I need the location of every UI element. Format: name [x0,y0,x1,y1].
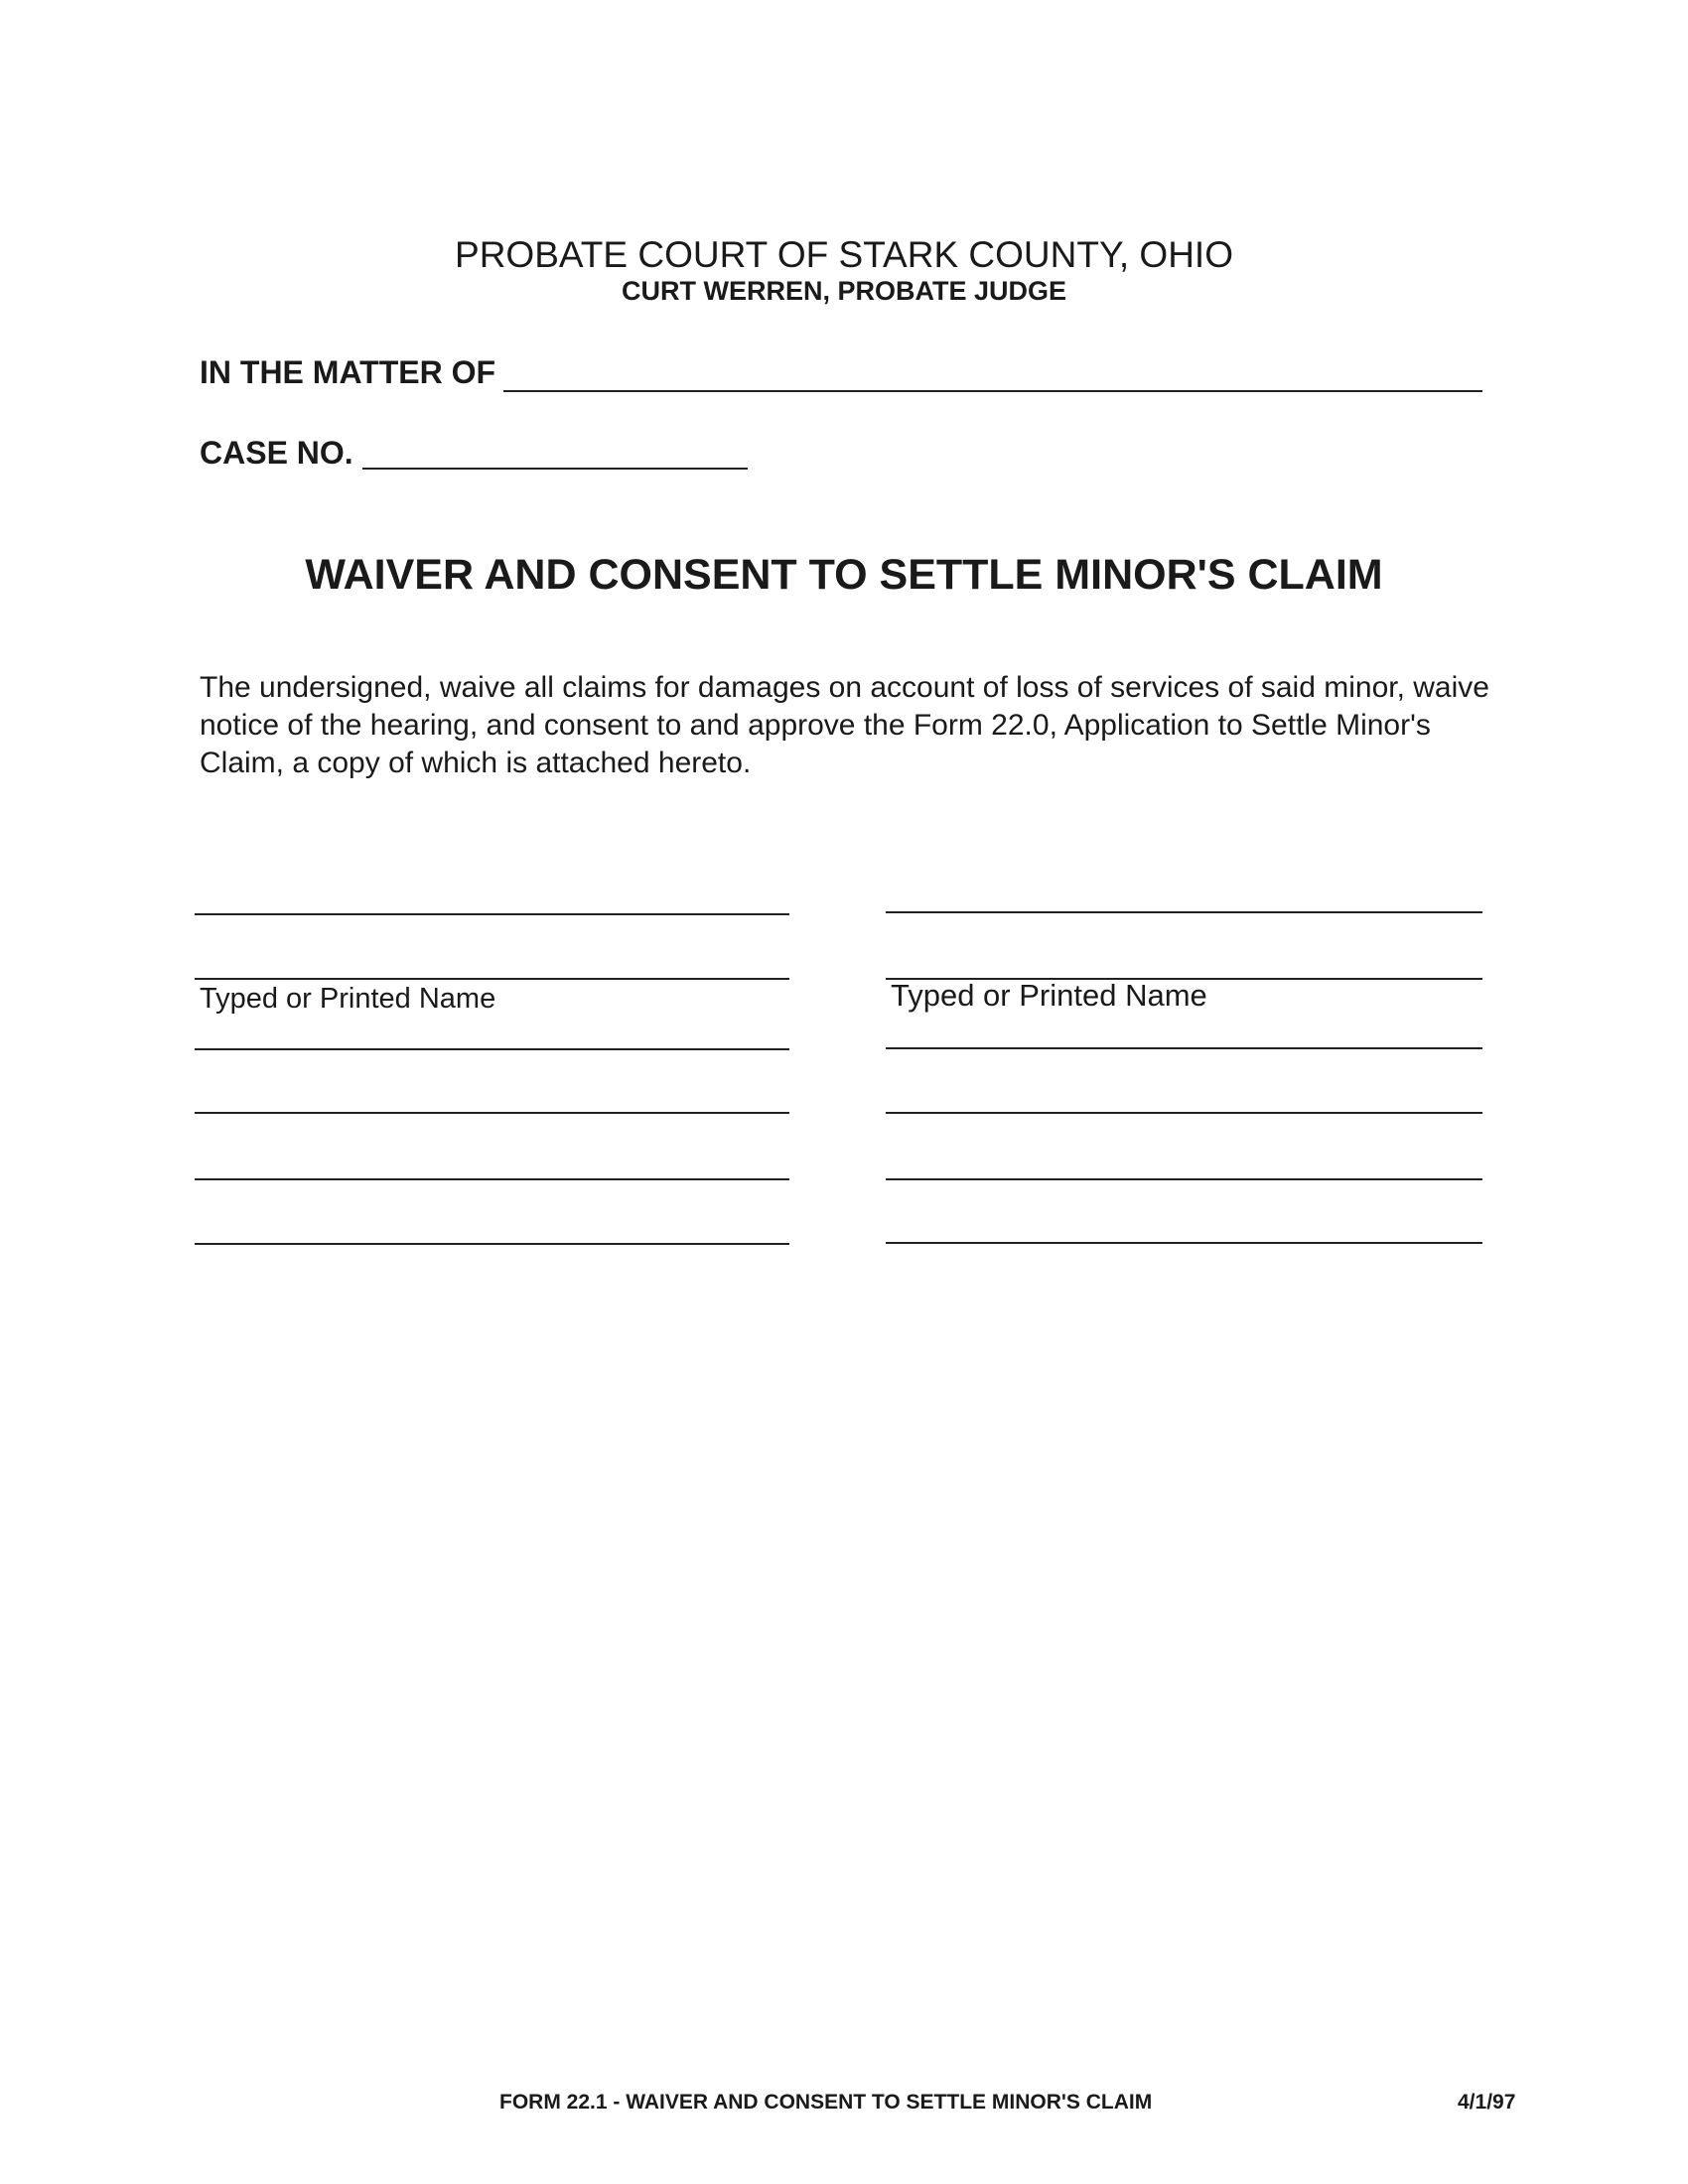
matter-label: IN THE MATTER OF [200,354,496,390]
left-typed-name-label: Typed or Printed Name [200,983,496,1015]
right-signature-line[interactable] [886,911,1482,913]
case-number-input-line[interactable] [362,468,748,470]
judge-name: CURT WERREN, PROBATE JUDGE [621,276,1067,306]
left-address-line-4[interactable] [195,1243,789,1245]
right-address-line-1[interactable] [886,1047,1482,1049]
right-address-line-3[interactable] [886,1178,1482,1180]
waiver-paragraph: The undersigned, waive all claims for damages on account of loss of services of said minor, waive notice of the hearing, and consent to and approve the Form 22.0, Application to Settle Minor's Claim, a copy of which is attached hereto. [200,671,1489,779]
document-title: WAIVER AND CONSENT TO SETTLE MINOR'S CLAIM [305,551,1383,599]
right-address-line-2[interactable] [886,1112,1482,1114]
left-signature-line[interactable] [195,913,789,915]
case-number-label: CASE NO. [200,435,353,471]
right-typed-name-label: Typed or Printed Name [891,978,1207,1013]
court-title: PROBATE COURT OF STARK COUNTY, OHIO [455,234,1233,275]
left-address-line-1[interactable] [195,1048,789,1050]
left-address-line-3[interactable] [195,1178,789,1180]
right-address-line-4[interactable] [886,1242,1482,1244]
footer-date: 4/1/97 [1458,2091,1516,2114]
left-name-line[interactable] [195,978,789,980]
matter-input-line[interactable] [503,390,1482,392]
left-address-line-2[interactable] [195,1112,789,1114]
footer-form-label: FORM 22.1 - WAIVER AND CONSENT TO SETTLE MINOR'S CLAIM [499,2091,1153,2114]
